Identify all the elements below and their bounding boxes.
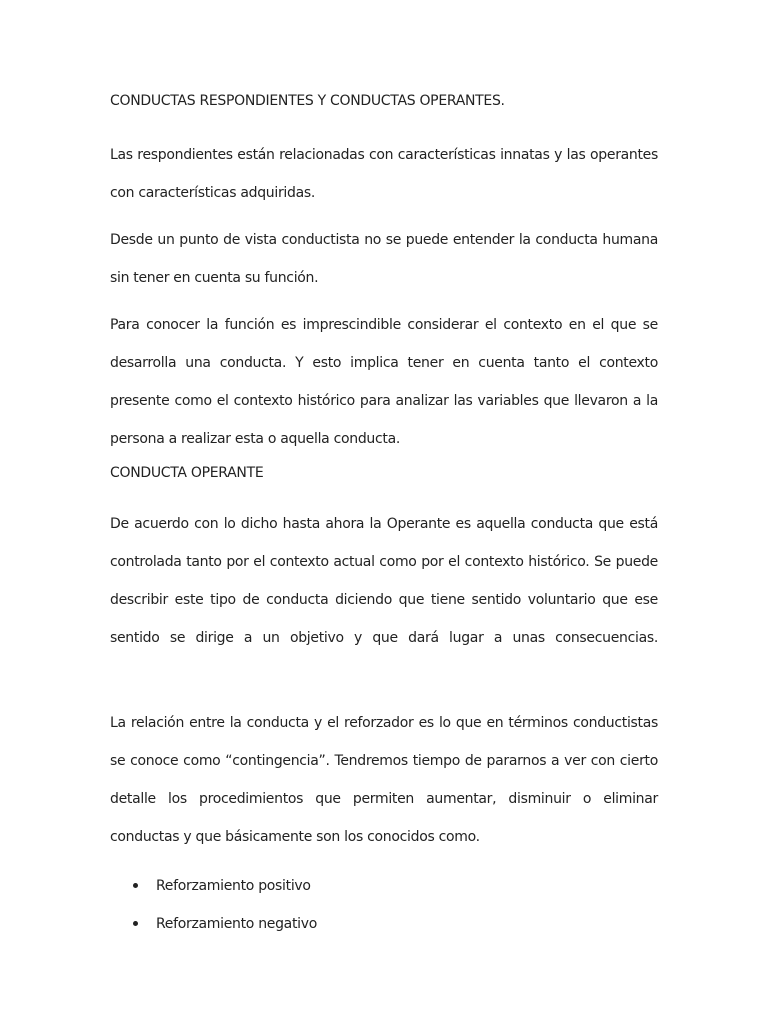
paragraph: La relación entre la conducta y el reforzador es lo que en términos conductistas se conoce como “contingencia”. Tendremos tiempo de pararnos a ver con cierto detalle los procedimientos que permiten aumentar, disminuir o eliminar conductas y que básicamente son los conocidos como. [110, 715, 658, 845]
bullet-icon [133, 883, 138, 888]
paragraph: Las respondientes están relacionadas con características innatas y las operantes con características adquiridas. [110, 147, 658, 201]
bullet-list [110, 867, 658, 943]
paragraph: Para conocer la función es imprescindible considerar el contexto en el que se desarrolla una conducta. Y esto implica tener en cuenta tanto el contexto presente como el contexto histórico para analizar las variables que llevaron a la persona a realizar esta o aquella conducta. [110, 317, 658, 447]
document-title: CONDUCTAS RESPONDIENTES Y CONDUCTAS OPERANTES. [110, 93, 505, 109]
list-item-label: Reforzamiento positivo [156, 878, 311, 894]
list-item-label: Reforzamiento negativo [156, 916, 317, 932]
bullet-icon [133, 921, 138, 926]
list-item [110, 905, 658, 943]
list-item [110, 867, 658, 905]
paragraph: De acuerdo con lo dicho hasta ahora la Operante es aquella conducta que está controlada tanto por el contexto actual como por el contexto histórico. Se puede describir este tipo de conducta diciendo que tiene sentido voluntario que ese sentido se dirige a un objetivo y que dará lugar a unas consecuencias. [110, 516, 658, 646]
paragraph: Desde un punto de vista conductista no se puede entender la conducta humana sin tener en cuenta su función. [110, 232, 658, 286]
document-body [110, 89, 658, 943]
section-heading: CONDUCTA OPERANTE [110, 465, 264, 481]
